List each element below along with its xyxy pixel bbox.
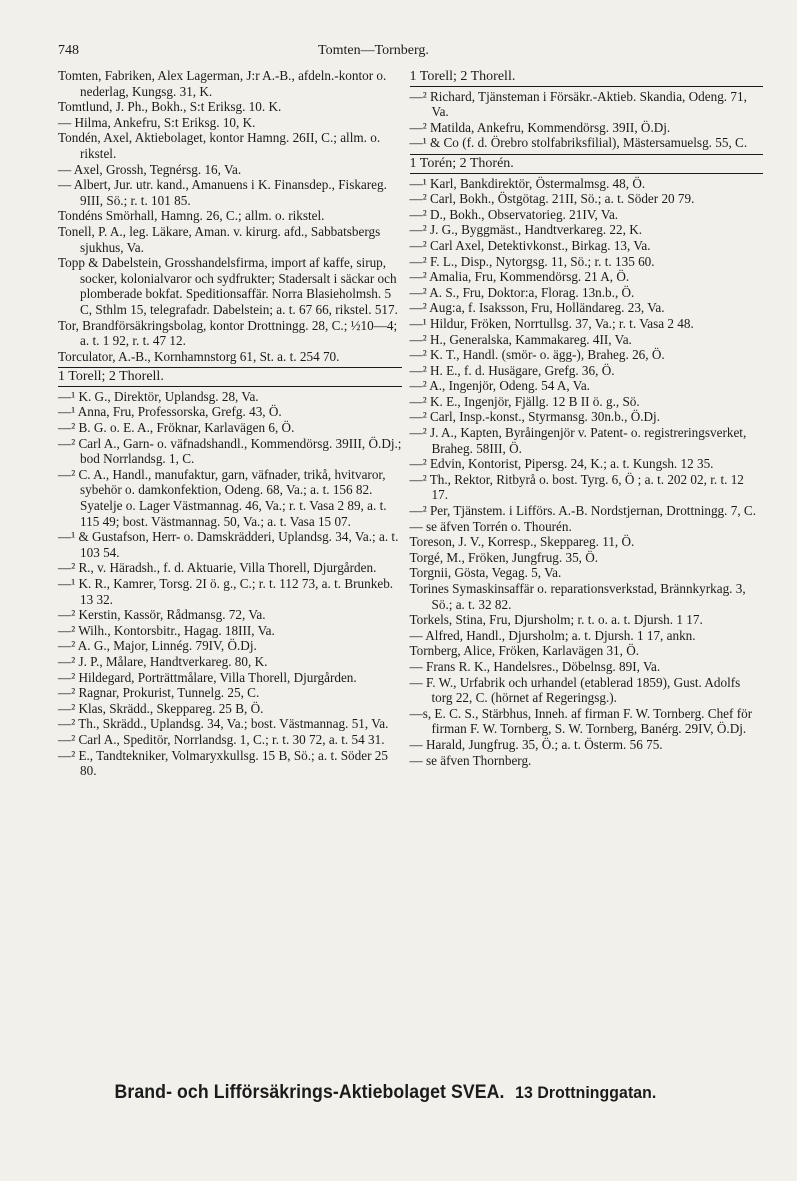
directory-entry: —² E., Tandtekniker, Volmaryxkullsg. 15 B, Sö.; a. t. Söder 25 80.	[58, 747, 388, 779]
directory-entry: —² Carl A., Garn- o. väfnadshandl., Kommendörsg. 39III, Ö.Dj.; bod Norrlandsg. 1, C.	[58, 435, 402, 467]
footer-address: 13 Drottninggatan.	[515, 1083, 657, 1102]
section-heading: 1 Torell; 2 Thorell.	[58, 367, 402, 387]
directory-entry: Tomten, Fabriken, Alex Lagerman, J:r A.-B., afdeln.-kontor o. nederlag, Kungsg. 31, K.	[58, 68, 387, 99]
directory-entry: —² Wilh., Kontorsbitr., Hagag. 18III, Va.	[58, 622, 275, 638]
directory-entry: —² J. A., Kapten, Byråingenjör v. Patent- o. registreringsverket, Braheg. 58III, Ö.	[409, 425, 747, 456]
directory-entry: —² A., Ingenjör, Odeng. 54 A, Va.	[409, 378, 590, 394]
directory-entry: — se äfven Torrén o. Thourén.	[409, 518, 572, 534]
directory-entry: —² K. E., Ingenjör, Fjällg. 12 B II ö. g., Sö.	[409, 393, 640, 409]
page-number: 748	[58, 43, 79, 58]
footer-advertisement	[60, 1082, 711, 1104]
directory-entry: —² Per, Tjänstem. i Lifförs. A.-B. Nordstjernan, Drottningg. 7, C.	[409, 503, 757, 519]
columns	[58, 68, 763, 779]
left-column	[58, 68, 402, 779]
footer-ad-text: Brand- och Lifförsäkrings-Aktiebolaget SVEA.	[114, 1082, 505, 1103]
directory-entry: Torkels, Stina, Fru, Djursholm; r. t. o. a. t. Djursh. 1 17.	[409, 612, 703, 628]
directory-entry: —¹ K. R., Kamrer, Torsg. 2I ö. g., C.; r. t. 112 73, a. t. Brunkeb. 13 32.	[58, 576, 394, 607]
directory-entry: —s, E. C. S., Stärbhus, Inneh. af firman F. W. Tornberg. Chef för firman F. W. Tornberg, S. W. Tornberg, Banérg. 29IV, Ö.Dj.	[409, 705, 753, 737]
directory-entry: — Frans R. K., Handelsres., Döbelnsg. 89I, Va.	[409, 658, 661, 674]
page-header	[58, 40, 763, 62]
directory-entry: —¹ K. G., Direktör, Uplandsg. 28, Va.	[58, 388, 259, 404]
directory-entry: —² H., Generalska, Kammakareg. 4II, Va.	[409, 331, 632, 347]
directory-entry: —² Th., Rektor, Ritbyrå o. bost. Tyrg. 6, Ö ; a. t. 202 02, r. t. 12 17.	[409, 471, 744, 503]
directory-entry: —¹ Anna, Fru, Professorska, Grefg. 43, Ö.	[58, 404, 282, 420]
directory-entry: —² Edvin, Kontorist, Pipersg. 24, K.; a. t. Kungsh. 12 35.	[409, 456, 714, 472]
directory-entry: —² J. P., Målare, Handtverkareg. 80, K.	[58, 653, 268, 669]
directory-entry: —² C. A., Handl., manufaktur, garn, väfnader, trikå, hvitvaror, sybehör o. damkonfektion, Odeng. 68, Va.; a. t. 156 82. Syatelje o. Lager Västmannag. 46, Va.; r. t. Vasa 2 89, a. t. 115 49; bost. Västmannag. 50, Va.; a. t. Vasa 15 07.	[58, 466, 387, 529]
directory-entry: —¹ Karl, Bankdirektör, Östermalmsg. 48, Ö.	[409, 175, 646, 191]
directory-entry: Torgé, M., Fröken, Jungfrug. 35, Ö.	[409, 549, 599, 565]
directory-entry: Toreson, J. V., Korresp., Skeppareg. 11, Ö.	[409, 534, 635, 550]
directory-entry: Tor, Brandförsäkringsbolag, kontor Drottningg. 28, C.; ½10—4; a. t. 1 92, r. t. 47 12.	[58, 317, 398, 349]
directory-entry: Torculator, A.-B., Kornhamnstorg 61, St. a. t. 254 70.	[58, 348, 340, 364]
directory-entry: — se äfven Thornberg.	[409, 752, 532, 768]
directory-entry: —² Ragnar, Prokurist, Tunnelg. 25, C.	[58, 685, 260, 701]
directory-entry: Tondén, Axel, Aktiebolaget, kontor Hamng. 26II, C.; allm. o. rikstel.	[58, 130, 381, 161]
directory-entry: — Axel, Grossh, Tegnérsg. 16, Va.	[58, 161, 242, 177]
directory-entry: — Alfred, Handl., Djursholm; a. t. Djursh. 1 17, ankn.	[409, 627, 696, 643]
directory-entry: — Harald, Jungfrug. 35, Ö.; a. t. Österm. 56 75.	[409, 736, 663, 752]
directory-entry: Tornberg, Alice, Fröken, Karlavägen 31, Ö.	[409, 643, 640, 659]
directory-entry: —¹ & Co (f. d. Örebro stolfabriksfilial), Mästersamuelsg. 55, C.	[409, 135, 748, 151]
directory-entry: —² K. T., Handl. (smör- o. ägg-), Braheg. 26, Ö.	[409, 347, 665, 363]
directory-entry: —¹ Hildur, Fröken, Norrtullsg. 37, Va.; r. t. Vasa 2 48.	[409, 315, 694, 331]
directory-entry: —² H. E., f. d. Husägare, Grefg. 36, Ö.	[409, 362, 615, 378]
directory-entry: —² B. G. o. E. A., Fröknar, Karlavägen 6, Ö.	[58, 420, 295, 436]
directory-entry: —² Amalia, Fru, Kommendörsg. 21 A, Ö.	[409, 269, 630, 285]
directory-entry: Tomtlund, J. Ph., Bokh., S:t Eriksg. 10. K.	[58, 99, 282, 115]
directory-entry: — Hilma, Ankefru, S:t Eriksg. 10, K.	[58, 114, 256, 130]
directory-entry: —² Klas, Skrädd., Skeppareg. 25 B, Ö.	[58, 700, 264, 716]
directory-entry: Topp & Dabelstein, Grosshandelsfirma, import af kaffe, sirup, socker, kolonialvaror och sydfrukter; Stadersalt i säckar och plomberade bokfat. Speditionsaffär. Norra Blasieholmsh. 5 C, Sthlm 15, telegrafadr. Dabelstein; a. t. 67 66, rikstel. 517.	[58, 255, 398, 317]
directory-entry: Torines Symaskinsaffär o. reparationsverkstad, Brännkyrkag. 3, Sö.; a. t. 32 82.	[409, 581, 746, 612]
section-heading: 1 Torén; 2 Thorén.	[410, 154, 763, 174]
directory-entry: Tondéns Smörhall, Hamng. 26, C.; allm. o. rikstel.	[58, 208, 325, 224]
directory-entry: —² Carl, Bokh., Östgötag. 21II, Sö.; a. t. Söder 20 79.	[409, 191, 695, 207]
directory-entry: Tonell, P. A., leg. Läkare, Aman. v. kirurg. afd., Sabbatsbergs sjukhus, Va.	[58, 223, 381, 255]
directory-entry: —² D., Bokh., Observatorieg. 21IV, Va.	[409, 206, 619, 222]
directory-entry: —² R., v. Häradsh., f. d. Aktuarie, Villa Thorell, Djurgården.	[58, 560, 377, 576]
directory-entry: —² Carl A., Speditör, Norrlandsg. 1, C.; r. t. 30 72, a. t. 54 31.	[58, 731, 385, 747]
directory-entry: —² Richard, Tjänsteman i Försäkr.-Aktieb. Skandia, Odeng. 71, Va.	[409, 88, 747, 120]
directory-entry: —² A. G., Major, Linnég. 79IV, Ö.Dj.	[58, 638, 257, 654]
directory-entry: —² Aug:a, f. Isaksson, Fru, Holländareg. 23, Va.	[409, 300, 665, 316]
directory-entry: — Albert, Jur. utr. kand., Amanuens i K. Finansdep., Fiskareg. 9III, Sö.; r. t. 101 85.	[58, 177, 387, 208]
directory-entry: —¹ & Gustafson, Herr- o. Damskrädderi, Uplandsg. 34, Va.; a. t. 103 54.	[58, 529, 399, 560]
directory-entry: —² Kerstin, Kassör, Rådmansg. 72, Va.	[58, 607, 266, 623]
directory-entry: —² Matilda, Ankefru, Kommendörsg. 39II, Ö.Dj.	[409, 119, 671, 135]
directory-entry: —² F. L., Disp., Nytorgsg. 11, Sö.; r. t. 135 60.	[409, 253, 655, 269]
directory-entry: — F. W., Urfabrik och urhandel (etablerad 1859), Gust. Adolfs torg 22, C. (hörnet af Regeringsg.).	[409, 674, 741, 706]
directory-entry: Torgnii, Gösta, Vegag. 5, Va.	[409, 565, 562, 581]
directory-entry: —² Carl, Insp.-konst., Styrmansg. 30n.b., Ö.Dj.	[409, 409, 660, 425]
right-column	[410, 68, 763, 779]
section-heading: 1 Torell; 2 Thorell.	[410, 68, 763, 87]
running-head: Tomten—Tornberg.	[318, 43, 429, 58]
directory-entry: —² A. S., Fru, Doktor:a, Florag. 13n.b., Ö.	[409, 284, 635, 300]
directory-entry: —² Th., Skrädd., Uplandsg. 34, Va.; bost. Västmannag. 51, Va.	[58, 716, 389, 732]
directory-entry: —² Hildegard, Porträttmålare, Villa Thorell, Djurgården.	[58, 669, 357, 685]
directory-entry: —² Carl Axel, Detektivkonst., Birkag. 13, Va.	[409, 237, 651, 253]
directory-entry: —² J. G., Byggmäst., Handtverkareg. 22, K.	[409, 222, 643, 238]
